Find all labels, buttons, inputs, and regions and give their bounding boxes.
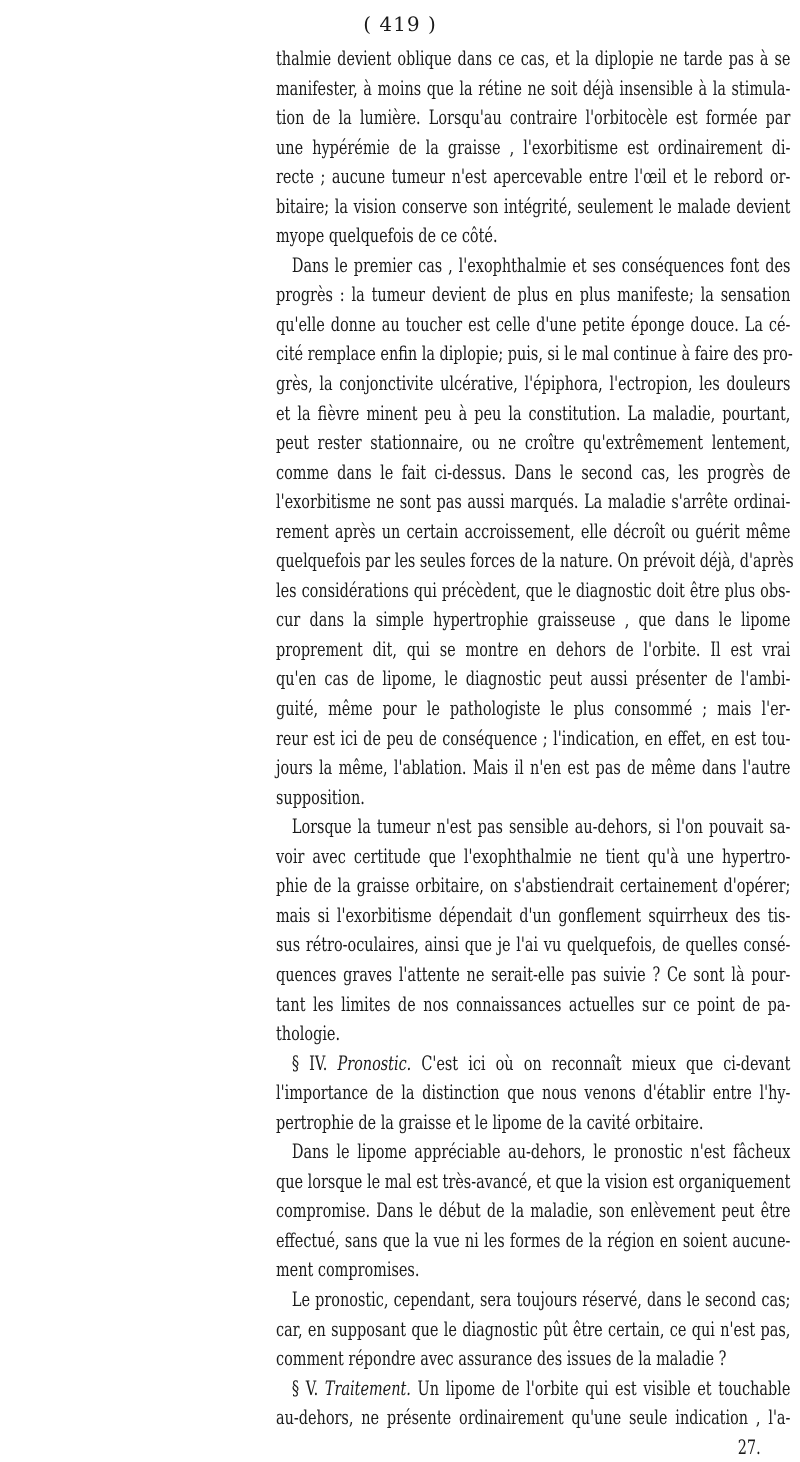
text-line: pertrophie de la graisse et le lipome de la cavité orbitaire.: [276, 1109, 704, 1134]
text-line: l'importance de la distinction que nous venons d'établir entre l'hy-: [276, 1080, 791, 1105]
text-line: jours la même, l'ablation. Mais il n'en est pas de même dans l'autre: [276, 755, 791, 780]
text-line: tion de la lumière. Lorsqu'au contraire l'orbitocèle est formée par: [276, 105, 791, 130]
text-line: cur dans la simple hypertrophie graisseuse , que dans le lipome: [276, 607, 791, 632]
text-line: ment compromises.: [276, 1257, 420, 1282]
section-title: Pronostic.: [337, 1050, 412, 1075]
text-line: comme dans le fait ci-dessus. Dans le second cas, les progrès de: [276, 459, 791, 484]
text-line: thalmie devient oblique dans ce cas, et la diplopie ne tarde pas à se: [276, 46, 791, 70]
text-line: cité remplace enfin la diplopie; puis, si le mal continue à faire des pro-: [276, 341, 793, 366]
text-line: quelquefois par les seules forces de la nature. On prévoit déjà, d'après: [276, 548, 794, 573]
text-line: [276, 1049, 790, 1079]
text-line: Dans le lipome appréciable au-dehors, le pronostic n'est fâcheux: [291, 1139, 791, 1164]
text-line: Dans le premier cas , l'exophthalmie et ses conséquences font des: [291, 252, 791, 277]
text-line: Lorsque la tumeur n'est pas sensible au-dehors, si l'on pouvait sa-: [291, 814, 791, 839]
text-line: grès, la conjonctivite ulcérative, l'épiphora, l'ectropion, les douleurs: [276, 371, 791, 396]
text-line: peut rester stationnaire, ou ne croître qu'extrêmement lentement,: [276, 430, 791, 455]
text-line: au-dehors, ne présente ordinairement qu'une seule indication , l'a-: [276, 1405, 791, 1430]
text-line: que lorsque le mal est très-avancé, et que la vision est organiquement: [276, 1168, 791, 1193]
text-line: Le pronostic, cependant, sera toujours réservé, dans le second cas;: [291, 1286, 791, 1311]
text-line: les considérations qui précèdent, que le diagnostic doit être plus obs-: [276, 577, 791, 602]
text-line: comment répondre avec assurance des issues de la maladie ?: [276, 1346, 727, 1371]
section-number: § IV.: [291, 1050, 338, 1075]
text-line: mais si l'exorbitisme dépendait d'un gonflement squirrheux des tis-: [276, 902, 791, 927]
section-text: Un lipome de l'orbite qui est visible et touchable: [410, 1375, 791, 1400]
text-line: voir avec certitude que l'exophthalmie ne tient qu'à une hypertro-: [276, 843, 791, 868]
text-line: myope quelquefois de ce côté.: [276, 223, 498, 248]
text-line: l'exorbitisme ne sont pas aussi marqués. La maladie s'arrête ordinai-: [276, 489, 791, 514]
text-line: sus rétro-oculaires, ainsi que je l'ai vu quelquefois, de quelles consé-: [276, 932, 791, 957]
signature-mark: 27.: [737, 1434, 761, 1459]
text-line: et la fièvre minent peu à peu la constitution. La maladie, pourtant,: [276, 400, 791, 425]
text-line: progrès : la tumeur devient de plus en plus manifeste; la sensation: [276, 282, 791, 307]
text-line: quences graves l'attente ne serait-elle pas suivie ? Ce sont là pour-: [276, 961, 791, 986]
text-line: bitaire; la vision conserve son intégrité, seulement le malade devient: [276, 193, 791, 218]
text-line: manifester, à moins que la rétine ne soit déjà insensible à la stimula-: [276, 75, 791, 100]
text-line: qu'elle donne au toucher est celle d'une petite éponge douce. La cé-: [276, 311, 791, 336]
section-title: Traitement.: [324, 1375, 411, 1400]
text-line: phie de la graisse orbitaire, on s'abstiendrait certainement d'opérer;: [276, 873, 791, 898]
text-line: [276, 1374, 790, 1404]
text-line: compromise. Dans le début de la maladie, son enlèvement peut être: [276, 1198, 791, 1223]
text-line: recte ; aucune tumeur n'est apercevable entre l'œil et le rebord or-: [276, 164, 791, 189]
text-line: qu'en cas de lipome, le diagnostic peut aussi présenter de l'ambi-: [276, 666, 791, 691]
section-number: § V.: [291, 1375, 325, 1400]
text-line: thologie.: [276, 1021, 341, 1046]
page-number: ( 419 ): [363, 12, 437, 36]
text-line: une hypérémie de la graisse , l'exorbitisme est ordinairement di-: [276, 134, 791, 159]
text-line: proprement dit, qui se montre en dehors de l'orbite. Il est vrai: [276, 636, 791, 661]
text-line: guité, même pour le pathologiste le plus consommé ; mais l'er-: [276, 696, 791, 721]
text-line: tant les limites de nos connaissances actuelles sur ce point de pa-: [276, 991, 791, 1016]
text-line: supposition.: [276, 784, 365, 809]
text-line: rement après un certain accroissement, elle décroît ou guérit même: [276, 518, 791, 543]
text-line: car, en supposant que le diagnostic pût être certain, ce qui n'est pas,: [276, 1316, 791, 1341]
section-text: C'est ici où on reconnaît mieux que ci-devant: [411, 1050, 791, 1075]
body-text: [276, 44, 794, 1462]
text-line: effectué, sans que la vue ni les formes de la région en soient aucune-: [276, 1227, 791, 1252]
text-line: reur est ici de peu de conséquence ; l'indication, en effet, en est tou-: [276, 725, 791, 750]
